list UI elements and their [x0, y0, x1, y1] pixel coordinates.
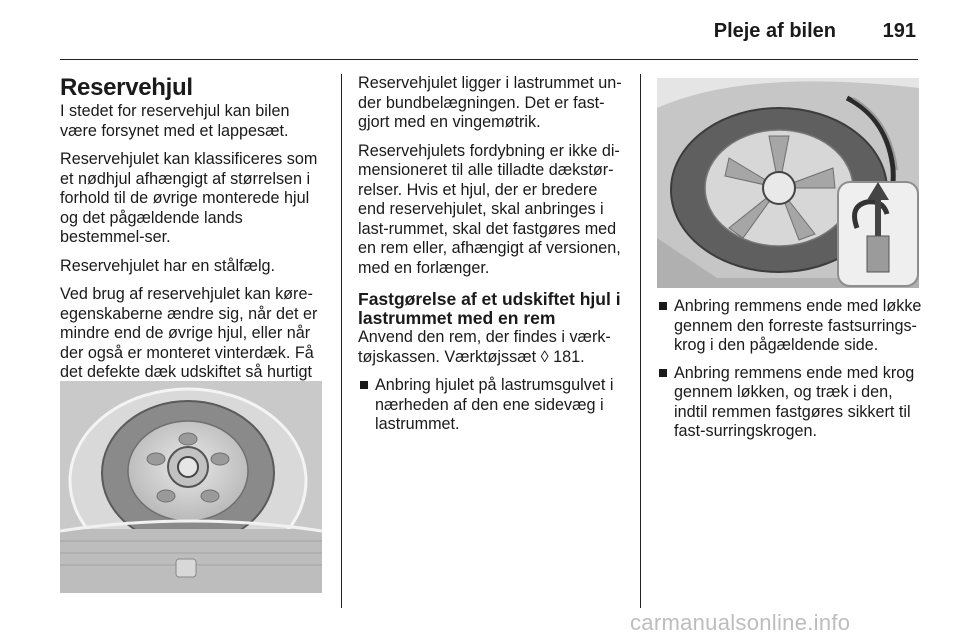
column-divider [341, 74, 342, 608]
bullet-icon [659, 302, 667, 310]
column-left [60, 74, 326, 411]
bullet-icon [360, 381, 368, 389]
paragraph: Reservehjulet har en stålfælg. [60, 256, 276, 275]
paragraph: Reservehjulets fordybning er ikke di-mensioneret til alle tilladte dækstør-relser. Hvis et hjul, der er bredere end reservehjulet, skal anbringes i last-rummet, skal det fastgøres med en rem eller, afhængigt af versionen, med en forlænger. [358, 141, 621, 277]
page-number: 191 [882, 20, 916, 42]
section-heading: Reservehjul [60, 74, 193, 101]
watermark: carmanualsonline.info [630, 610, 851, 635]
paragraph: Reservehjulet kan klassificeres som et nødhjul afhængigt af størrelsen i forhold til de øvrige monterede hjul og det pågældende lands bestemmel-ser. [60, 150, 318, 246]
list-item-text: Anbring hjulet på lastrumsgulvet i nærheden af den ene sidevæg i lastrummet. [375, 376, 614, 433]
paragraph: I stedet for reservehjul kan bilen være forsynet med et lappesæt. [60, 102, 290, 140]
subsection-heading: Fastgørelse af et udskiftet hjul i lastrummet med en rem [358, 289, 621, 328]
list-item-text: Anbring remmens ende med løkke gennem den forreste fastsurrings-krog i den pågældende side. [674, 297, 922, 354]
list-item [358, 376, 626, 435]
column-right [657, 297, 923, 450]
page-header [60, 14, 918, 60]
column-middle [358, 74, 626, 443]
list-item-text: Anbring remmens ende med krog gennem løkken, og træk i den, indtil remmen fastgøres sikkert til fast-surringskrogen. [674, 363, 915, 440]
bullet-icon [659, 369, 667, 377]
strap-attachment-illustration [657, 78, 919, 288]
column-divider [640, 74, 641, 608]
paragraph: Reservehjulet ligger i lastrummet un-der bundbelægningen. Det er fast-gjort med en vingemøtrik. [358, 74, 622, 131]
list-item [657, 364, 923, 442]
spare-wheel-illustration [60, 381, 322, 593]
section-title: Pleje af bilen [713, 20, 836, 42]
list-item [657, 297, 923, 356]
paragraph: Ved brug af reservehjulet kan køre-egenskaberne ændre sig, når det er mindre end de øvrige hjul, eller når der også er monteret vinterdæk. Få det defekte dæk udskiftet så hurtigt [60, 285, 318, 381]
paragraph: Anvend den rem, der findes i værk-tøjskassen. Værktøjssæt ◊ 181. [358, 328, 611, 366]
